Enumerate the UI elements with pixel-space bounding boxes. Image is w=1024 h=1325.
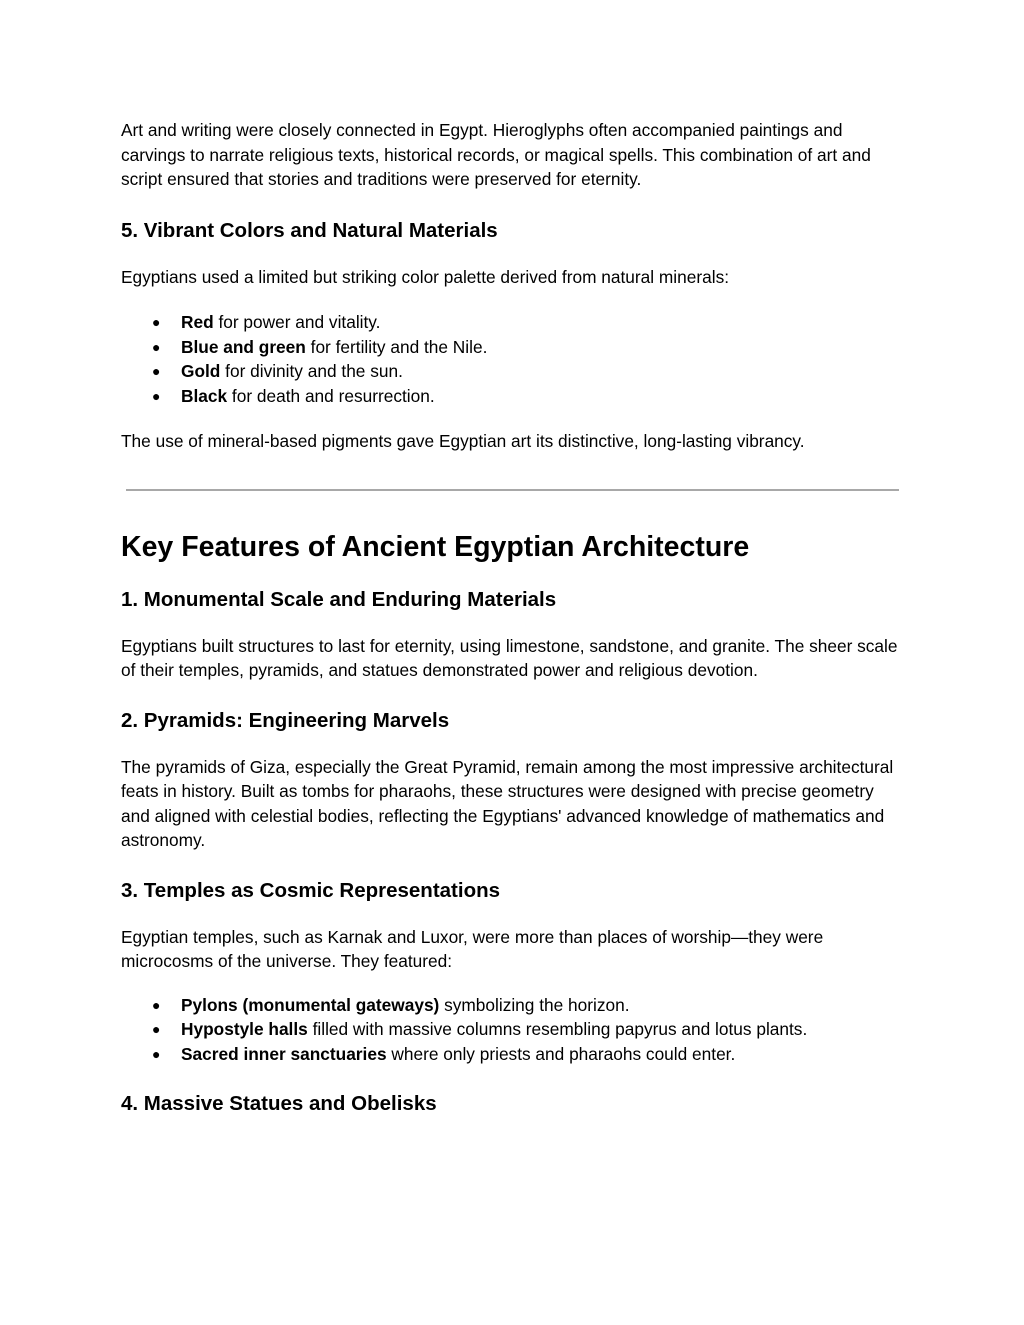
list-item-text: filled with massive columns resembling papyrus and lotus plants. — [307, 1019, 808, 1039]
list-item-text: for death and resurrection. — [227, 385, 435, 406]
pyramids-body: The pyramids of Giza, especially the Great Pyramid, remain among the most impressive architectural feats in history. Built as tombs for pharaohs, these structures were designed with precise geometry and aligned with celestial bodies, reflecting the Egyptians' advanced knowledge of mathematics and astronomy. — [121, 756, 894, 850]
list-item-text: symbolizing the horizon. — [439, 994, 630, 1015]
colors-list — [121, 310, 903, 408]
colors-heading: 5. Vibrant Colors and Natural Materials — [121, 218, 498, 242]
pyramids-heading: 2. Pyramids: Engineering Marvels — [121, 708, 450, 732]
colors-closing: The use of mineral-based pigments gave Egyptian art its distinctive, long-lasting vibrancy. — [121, 431, 805, 451]
list-item-text: for fertility and the Nile. — [305, 336, 488, 357]
monumental-heading: 1. Monumental Scale and Enduring Materials — [121, 587, 557, 611]
list-item-text: for power and vitality. — [213, 312, 381, 332]
list-item-term: Red — [181, 312, 214, 332]
list-item-term: Blue and green — [181, 336, 306, 357]
list-item — [121, 1042, 903, 1067]
bullet-icon: ● — [152, 387, 161, 404]
list-item — [121, 384, 903, 409]
document-page — [121, 118, 903, 1117]
temples-heading: 3. Temples as Cosmic Representations — [121, 878, 501, 902]
bullet-icon: ● — [152, 314, 161, 330]
intro-paragraph: Art and writing were closely connected in Egypt. Hieroglyphs often accompanied paintings and carvings to narrate religious texts, historical records, or magical spells. This combination of art and script ensured that stories and traditions were preserved for eternity. — [121, 120, 871, 189]
monumental-body: Egyptians built structures to last for eternity, using limestone, sandstone, and granite. The sheer scale of their temples, pyramids, and statues demonstrated power and religious devotion. — [121, 635, 898, 680]
bullet-icon: ● — [152, 338, 161, 355]
colors-intro: Egyptians used a limited but striking color palette derived from natural minerals: — [121, 266, 730, 287]
list-item-term: Black — [181, 385, 228, 406]
list-item — [121, 335, 903, 360]
list-item-term: Hypostyle halls — [181, 1019, 308, 1039]
list-item-term: Sacred inner sanctuaries — [181, 1043, 387, 1064]
list-item — [121, 359, 903, 384]
list-item-text: for divinity and the sun. — [220, 361, 403, 381]
bullet-icon: ● — [152, 996, 161, 1013]
temples-list — [121, 993, 903, 1067]
list-item-term: Gold — [181, 361, 221, 381]
list-item — [121, 310, 903, 335]
bullet-icon: ● — [152, 1021, 161, 1037]
list-item — [121, 993, 903, 1018]
bullet-icon: ● — [152, 363, 161, 379]
list-item-text: where only priests and pharaohs could enter. — [386, 1043, 736, 1064]
architecture-title: Key Features of Ancient Egyptian Architecture — [121, 530, 750, 563]
statues-heading: 4. Massive Statues and Obelisks — [121, 1092, 437, 1115]
temples-body: Egyptian temples, such as Karnak and Luxor, were more than places of worship—they were microcosms of the universe. They featured: — [121, 926, 824, 971]
bullet-icon: ● — [152, 1045, 161, 1062]
section-divider — [126, 489, 899, 491]
list-item — [121, 1017, 903, 1042]
list-item-term: Pylons (monumental gateways) — [181, 994, 440, 1015]
